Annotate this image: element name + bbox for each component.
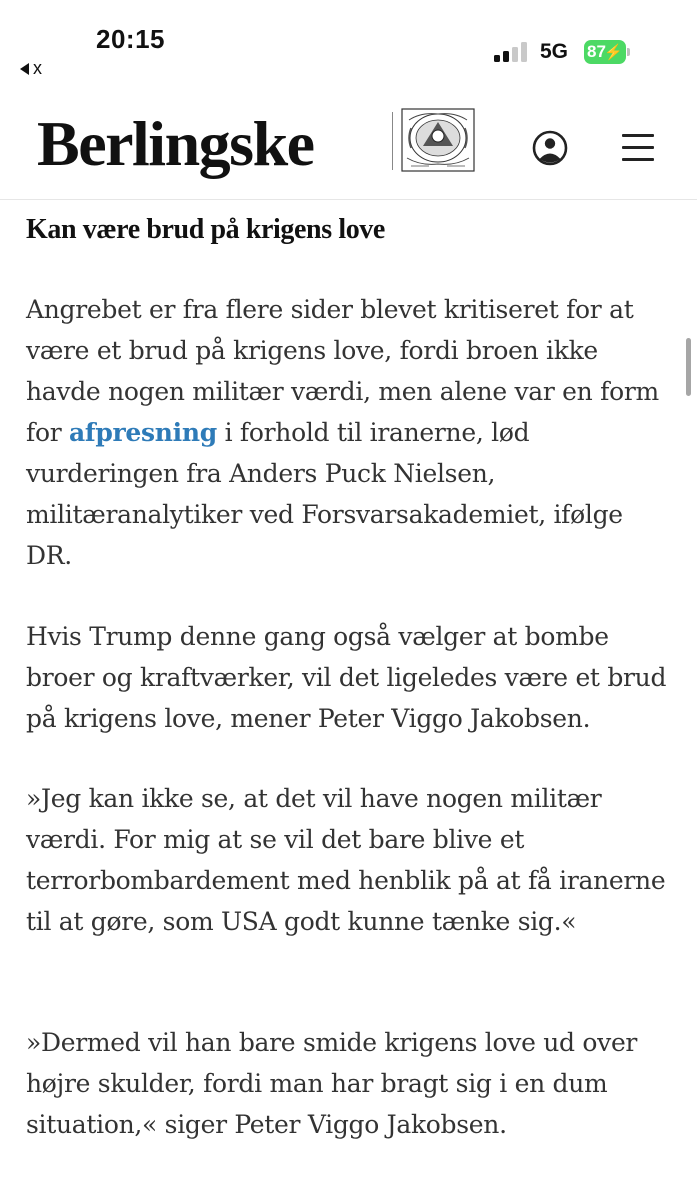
- charging-bolt-icon: ⚡: [604, 44, 623, 61]
- paragraph-text: i forhold til iranerne, lød vurderingen fra Anders Puck Nielsen, militæranalytiker ved Forsvarsakademiet, ifølge DR.: [26, 418, 623, 570]
- status-time: 20:15: [96, 24, 165, 54]
- status-bar: [0, 0, 697, 92]
- network-type: 5G: [540, 40, 569, 63]
- afpresning-link[interactable]: afpresning: [69, 418, 217, 447]
- back-to-app-button[interactable]: [20, 58, 42, 79]
- site-header: [0, 92, 697, 200]
- battery-icon: [584, 40, 630, 64]
- user-account-icon[interactable]: [530, 128, 570, 168]
- article-paragraph: »Jeg kan ikke se, at det vil have nogen militær værdi. For mig at se vil det bare blive et terrorbombardement med henblik på at få iranerne til at gøre, som USA godt kunne tænke sig.«: [26, 784, 666, 936]
- berlingske-seal-icon: [401, 108, 475, 172]
- article-paragraph: [26, 289, 676, 576]
- article-paragraph: Hvis Trump denne gang også vælger at bombe broer og kraftværker, vil det ligeledes være et brud på krigens love, mener Peter Viggo Jakobsen.: [26, 622, 667, 733]
- back-app-label: x: [33, 58, 42, 78]
- brand-logo[interactable]: Berlingske: [37, 108, 314, 179]
- back-triangle-icon: [20, 63, 29, 75]
- hamburger-menu-icon[interactable]: [618, 130, 658, 164]
- brand-divider: [392, 112, 393, 170]
- article-paragraph: »Dermed vil han bare smide krigens love ud over højre skulder, fordi man har bragt sig i en dum situation,« siger Peter Viggo Jakobsen.: [26, 1028, 638, 1139]
- scrollbar-thumb[interactable]: [686, 338, 691, 396]
- battery-level: 87: [587, 42, 606, 61]
- section-heading: Kan være brud på krigens love: [26, 214, 385, 245]
- cellular-signal-icon: [494, 42, 530, 62]
- paragraph-text: Angrebet er fra flere sider blevet kritiseret for at være et brud på krigens love, fordi broen ikke havde nogen militær værdi, men alene var en form for: [26, 295, 659, 447]
